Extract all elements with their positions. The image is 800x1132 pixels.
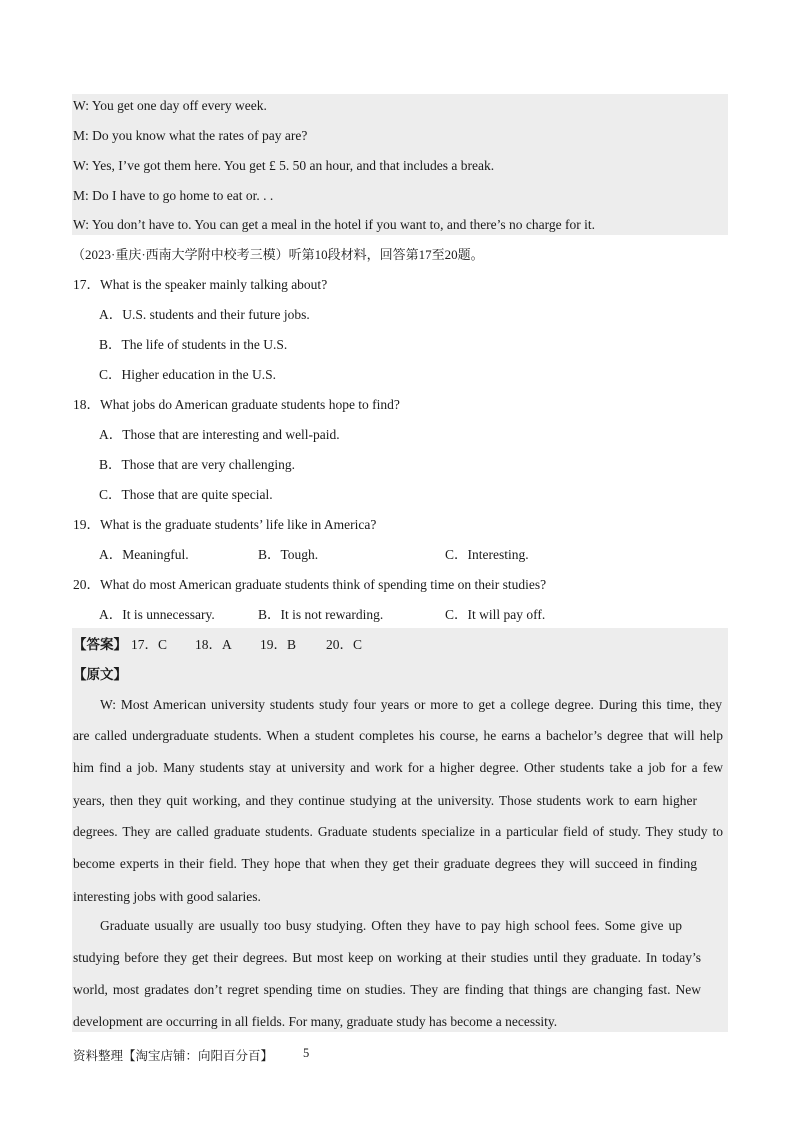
transcript-line: degrees. They are called graduate students. Graduate students specialize in a particular field of study. They study to (73, 824, 723, 839)
question-option: A．Those that are interesting and well-paid. (99, 427, 340, 442)
answer-item: 19．B (260, 637, 297, 652)
question-option: A．Meaningful. (99, 547, 189, 562)
question-option: B．It is not rewarding. (258, 607, 384, 622)
page-number: 5 (303, 1046, 310, 1060)
transcript-label: 【原文】 (73, 667, 127, 682)
transcript-line: him find a job. Many students stay at university and work for a higher degree. Other students take a job for a few (73, 760, 723, 775)
question-option: B．The life of students in the U.S. (99, 337, 288, 352)
source-note: （2023·重庆·西南大学附中校考三模）听第10段材料，回答第17至20题。 (72, 247, 484, 262)
answer-item: 18．A (195, 637, 232, 652)
transcript-line: interesting jobs with good salaries. (73, 889, 261, 904)
dialogue-line: W: Yes, I’ve got them here. You get £ 5. 50 an hour, and that includes a break. (73, 158, 495, 173)
question-option: C．Interesting. (445, 547, 529, 562)
dialogue-line: W: You get one day off every week. (73, 98, 267, 113)
footer-source: 资料整理【淘宝店铺：向阳百分百】 (73, 1049, 274, 1063)
transcript-line: years, then they quit working, and they continue studying at the university. Those students work to earn higher (73, 793, 697, 808)
answer-item: 20．C (326, 637, 363, 652)
question-option: C．It will pay off. (445, 607, 546, 622)
question-option: A．It is unnecessary. (99, 607, 215, 622)
question-stem: 18．What jobs do American graduate students hope to find? (73, 397, 400, 412)
transcript-line: W: Most American university students study four years or more to get a college degree. During this time, they (100, 697, 722, 712)
question-stem: 17．What is the speaker mainly talking about? (73, 277, 328, 292)
transcript-line: Graduate usually are usually too busy studying. Often they have to pay high school fees. Some give up (100, 918, 682, 933)
question-option: A．U.S. students and their future jobs. (99, 307, 310, 322)
question-option: C．Higher education in the U.S. (99, 367, 276, 382)
dialogue-line: M: Do I have to go home to eat or. . . (73, 188, 274, 203)
transcript-line: studying before they get their degrees. But most keep on working at their studies until they graduate. In today’s (73, 950, 701, 965)
answer-label: 【答案】 (73, 637, 127, 652)
question-option: C．Those that are quite special. (99, 487, 273, 502)
transcript-line: become experts in their field. They hope that when they get their graduate degrees they will succeed in finding (73, 856, 697, 871)
transcript-line: are called undergraduate students. When a student completes his course, he earns a bachelor’s degree that will help (73, 728, 723, 743)
question-stem: 20．What do most American graduate students think of spending time on their studies? (73, 577, 547, 592)
answer-item: 17．C (131, 637, 168, 652)
question-stem: 19．What is the graduate students’ life like in America? (73, 517, 377, 532)
dialogue-line: M: Do you know what the rates of pay are? (73, 128, 308, 143)
transcript-line: development are occurring in all fields. For many, graduate study has become a necessity. (73, 1014, 558, 1029)
question-option: B．Those that are very challenging. (99, 457, 296, 472)
transcript-line: world, most gradates don’t regret spending time on studies. They are finding that things are changing fast. New (73, 982, 701, 997)
dialogue-line: W: You don’t have to. You can get a meal in the hotel if you want to, and there’s no charge for it. (73, 217, 596, 232)
question-option: B．Tough. (258, 547, 319, 562)
